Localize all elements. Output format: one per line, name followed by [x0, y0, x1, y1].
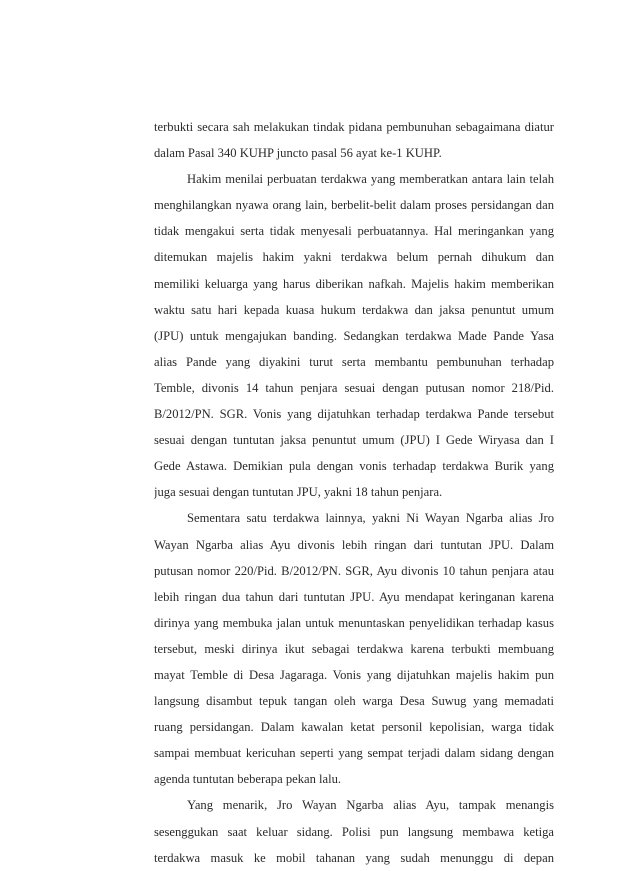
- text-line: B/2012/PN. SGR. Vonis yang dijatuhkan terhadap terdakwa Pande tersebut: [154, 407, 554, 422]
- text-line: sesuai dengan tuntutan jaksa penuntut umum (JPU) I Gede Wiryasa dan I: [154, 433, 554, 448]
- text-line: terdakwa masuk ke mobil tahanan yang sudah menunggu di depan: [154, 850, 554, 865]
- text-line: agenda tuntutan beberapa pekan lalu.: [154, 772, 342, 787]
- body-text: [154, 114, 554, 871]
- paragraph-start-line: Hakim menilai perbuatan terdakwa yang memberatkan antara lain telah: [187, 172, 554, 187]
- text-line: waktu satu hari kepada kuasa hukum terdakwa dan jaksa penuntut umum: [154, 302, 554, 317]
- text-line: alias Pande yang diyakini turut serta membantu pembunuhan terhadap: [154, 354, 554, 369]
- text-line: Wayan Ngarba alias Ayu divonis lebih ringan dari tuntutan JPU. Dalam: [154, 537, 554, 552]
- text-line: putusan nomor 220/Pid. B/2012/PN. SGR, Ayu divonis 10 tahun penjara atau: [154, 563, 554, 578]
- paragraph-start-line: Sementara satu terdakwa lainnya, yakni Ni Wayan Ngarba alias Jro: [187, 511, 554, 526]
- text-line: dirinya yang membuka jalan untuk menuntaskan penyelidikan terhadap kasus: [154, 615, 554, 630]
- text-line: juga sesuai dengan tuntutan JPU, yakni 18 tahun penjara.: [154, 485, 443, 500]
- text-line: Gede Astawa. Demikian pula dengan vonis terhadap terdakwa Burik yang: [154, 459, 554, 474]
- text-line: sampai membuat kericuhan seperti yang sempat terjadi dalam sidang dengan: [154, 746, 554, 761]
- text-line: langsung disambut tepuk tangan oleh warga Desa Suwug yang memadati: [154, 694, 554, 709]
- text-line: menghilangkan nyawa orang lain, berbelit-belit dalam proses persidangan dan: [154, 198, 554, 213]
- text-line: ditemukan majelis hakim yakni terdakwa belum pernah dihukum dan: [154, 250, 554, 265]
- text-line: tidak mengakui serta tidak menyesali perbuatannya. Hal meringankan yang: [154, 224, 554, 239]
- text-line: memiliki keluarga yang harus diberikan nafkah. Majelis hakim memberikan: [154, 276, 554, 291]
- text-line: Temble, divonis 14 tahun penjara sesuai dengan putusan nomor 218/Pid.: [154, 380, 554, 395]
- text-line: tersebut, meski dirinya ikut sebagai terdakwa karena terbukti membuang: [154, 641, 554, 656]
- text-line: mayat Temble di Desa Jagaraga. Vonis yang dijatuhkan majelis hakim pun: [154, 667, 554, 682]
- text-line: sesenggukan saat keluar sidang. Polisi pun langsung membawa ketiga: [154, 824, 554, 839]
- text-line: ruang persidangan. Dalam kawalan ketat personil kepolisian, warga tidak: [154, 720, 554, 735]
- text-line: terbukti secara sah melakukan tindak pidana pembunuhan sebagaimana diatur: [154, 120, 554, 134]
- text-line: lebih ringan dua tahun dari tuntutan JPU. Ayu mendapat keringanan karena: [154, 589, 554, 604]
- paragraph-start-line: Yang menarik, Jro Wayan Ngarba alias Ayu, tampak menangis: [187, 798, 554, 813]
- text-line: (JPU) untuk mengajukan banding. Sedangkan terdakwa Made Pande Yasa: [154, 328, 554, 343]
- text-line: dalam Pasal 340 KUHP juncto pasal 56 ayat ke-1 KUHP.: [154, 146, 442, 161]
